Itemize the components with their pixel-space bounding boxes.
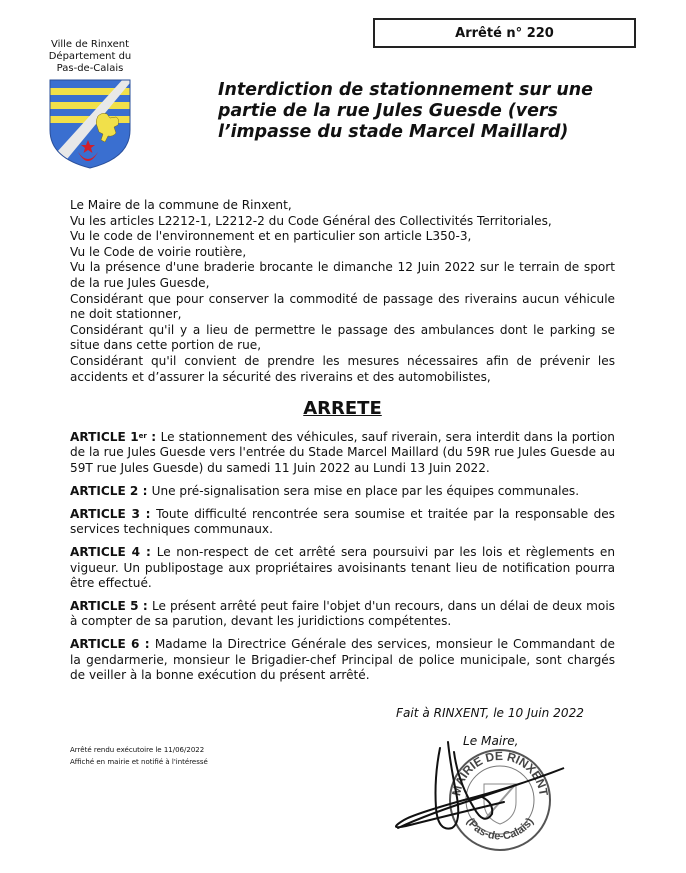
article-separator: : [138, 599, 153, 614]
article-text: Le non-respect de cet arrêté sera poursuivi par les lois et règlements en vigueur. Un publipostage aux propriétaires avoisinants tenant lieu de notification pourra être effectué. [70, 545, 615, 591]
commune-line: Département du [48, 51, 132, 62]
article-label: ARTICLE 1 [70, 430, 139, 444]
article-separator: : [138, 483, 152, 498]
article-separator: : [139, 637, 155, 652]
preamble-line: Vu le Code de voirie routière, [70, 244, 247, 259]
article-2 [70, 484, 615, 499]
article-text: Toute difficulté rencontrée sera soumise et traitée par la responsable des services techniques communaux. [70, 506, 615, 537]
articles [70, 430, 615, 691]
footnote-line: Affiché en mairie et notifié à l'intéressé [70, 758, 208, 766]
preamble [70, 198, 615, 385]
article-ordinal: er [138, 432, 147, 440]
commune-line: Pas-de-Calais [56, 63, 124, 74]
article-text: Une pré-signalisation sera mise en place par les équipes communales. [151, 483, 580, 498]
place-date: Fait à RINXENT, le 10 Juin 2022 [396, 706, 584, 720]
article-6 [70, 637, 615, 683]
article-label: ARTICLE 4 [70, 545, 141, 560]
svg-text:(Pas-de-Calais): (Pas-de-Calais) [463, 815, 537, 843]
article-separator: : [146, 430, 161, 444]
title-line: partie de la rue Jules Guesde (vers [218, 101, 558, 121]
article-separator: : [140, 545, 157, 560]
preamble-line: Considérant que pour conserver la commodité de passage des riverains aucun véhicule ne doit stationner, [70, 291, 615, 322]
decree-title [218, 80, 598, 143]
stamp-and-signature [392, 740, 572, 855]
svg-text:MAIRIE DE RINXENT: MAIRIE DE RINXENT [449, 748, 551, 797]
preamble-line: Considérant qu'il convient de prendre les mesures nécessaires afin de prévenir les accidents et d’assurer la sécurité des riverains et des automobilistes, [70, 353, 615, 384]
article-5 [70, 599, 615, 630]
article-3 [70, 507, 615, 538]
article-label: ARTICLE 3 [70, 506, 140, 521]
preamble-line: Vu les articles L2212-1, L2212-2 du Code Général des Collectivités Territoriales, [70, 213, 552, 228]
coat-of-arms-icon [48, 78, 132, 170]
article-4 [70, 545, 615, 591]
preamble-line: Vu le code de l'environnement et en particulier son article L350-3, [70, 229, 472, 244]
article-label: ARTICLE 6 [70, 637, 140, 652]
footnote-line: Arrêté rendu exécutoire le 11/06/2022 [70, 746, 205, 754]
title-line: l’impasse du stade Marcel Maillard) [218, 122, 569, 142]
preamble-line: Considérant qu'il y a lieu de permettre le passage des ambulances dont le parking se situe dans cette portion de rue, [70, 322, 615, 353]
decree-number-box [373, 18, 636, 48]
preamble-line: Le Maire de la commune de Rinxent, [70, 198, 292, 212]
signatory: Le Maire, [463, 734, 519, 748]
article-label: ARTICLE 2 [70, 483, 139, 498]
title-line: Interdiction de stationnement sur une [218, 80, 593, 100]
commune-line: Ville de Rinxent [50, 39, 130, 50]
decree-number: Arrêté n° 220 [455, 25, 554, 41]
article-text: Le présent arrêté peut faire l'objet d'un recours, dans un délai de deux mois à compter de sa parution, devant les juridictions compétentes. [70, 599, 615, 629]
article-text: Le stationnement des véhicules, sauf riverain, sera interdit dans la portion de la rue Jules Guesde vers l'entrée du Stade Marcel Maillard (du 59R rue Jules Guesde au 59T rue Jules Guesde) du samedi 11 Juin 2022 au Lundi 13 Juin 2022. [70, 430, 615, 475]
footnotes [70, 744, 208, 768]
article-text: Madame la Directrice Générale des services, monsieur le Commandant de la gendarmerie, monsieur le Brigadier-chef Principal de police municipale, sont chargés de veiller à la bonne exécution du présent arrêté. [70, 637, 615, 683]
article-separator: : [139, 506, 157, 521]
commune-header [38, 39, 142, 75]
preamble-line: Vu la présence d'une braderie brocante le dimanche 12 Juin 2022 sur le terrain de sport de la rue Jules Guesde, [70, 260, 615, 290]
article-label: ARTICLE 5 [70, 599, 139, 614]
article-1 [70, 430, 615, 476]
decision-heading: ARRETE [303, 398, 382, 419]
